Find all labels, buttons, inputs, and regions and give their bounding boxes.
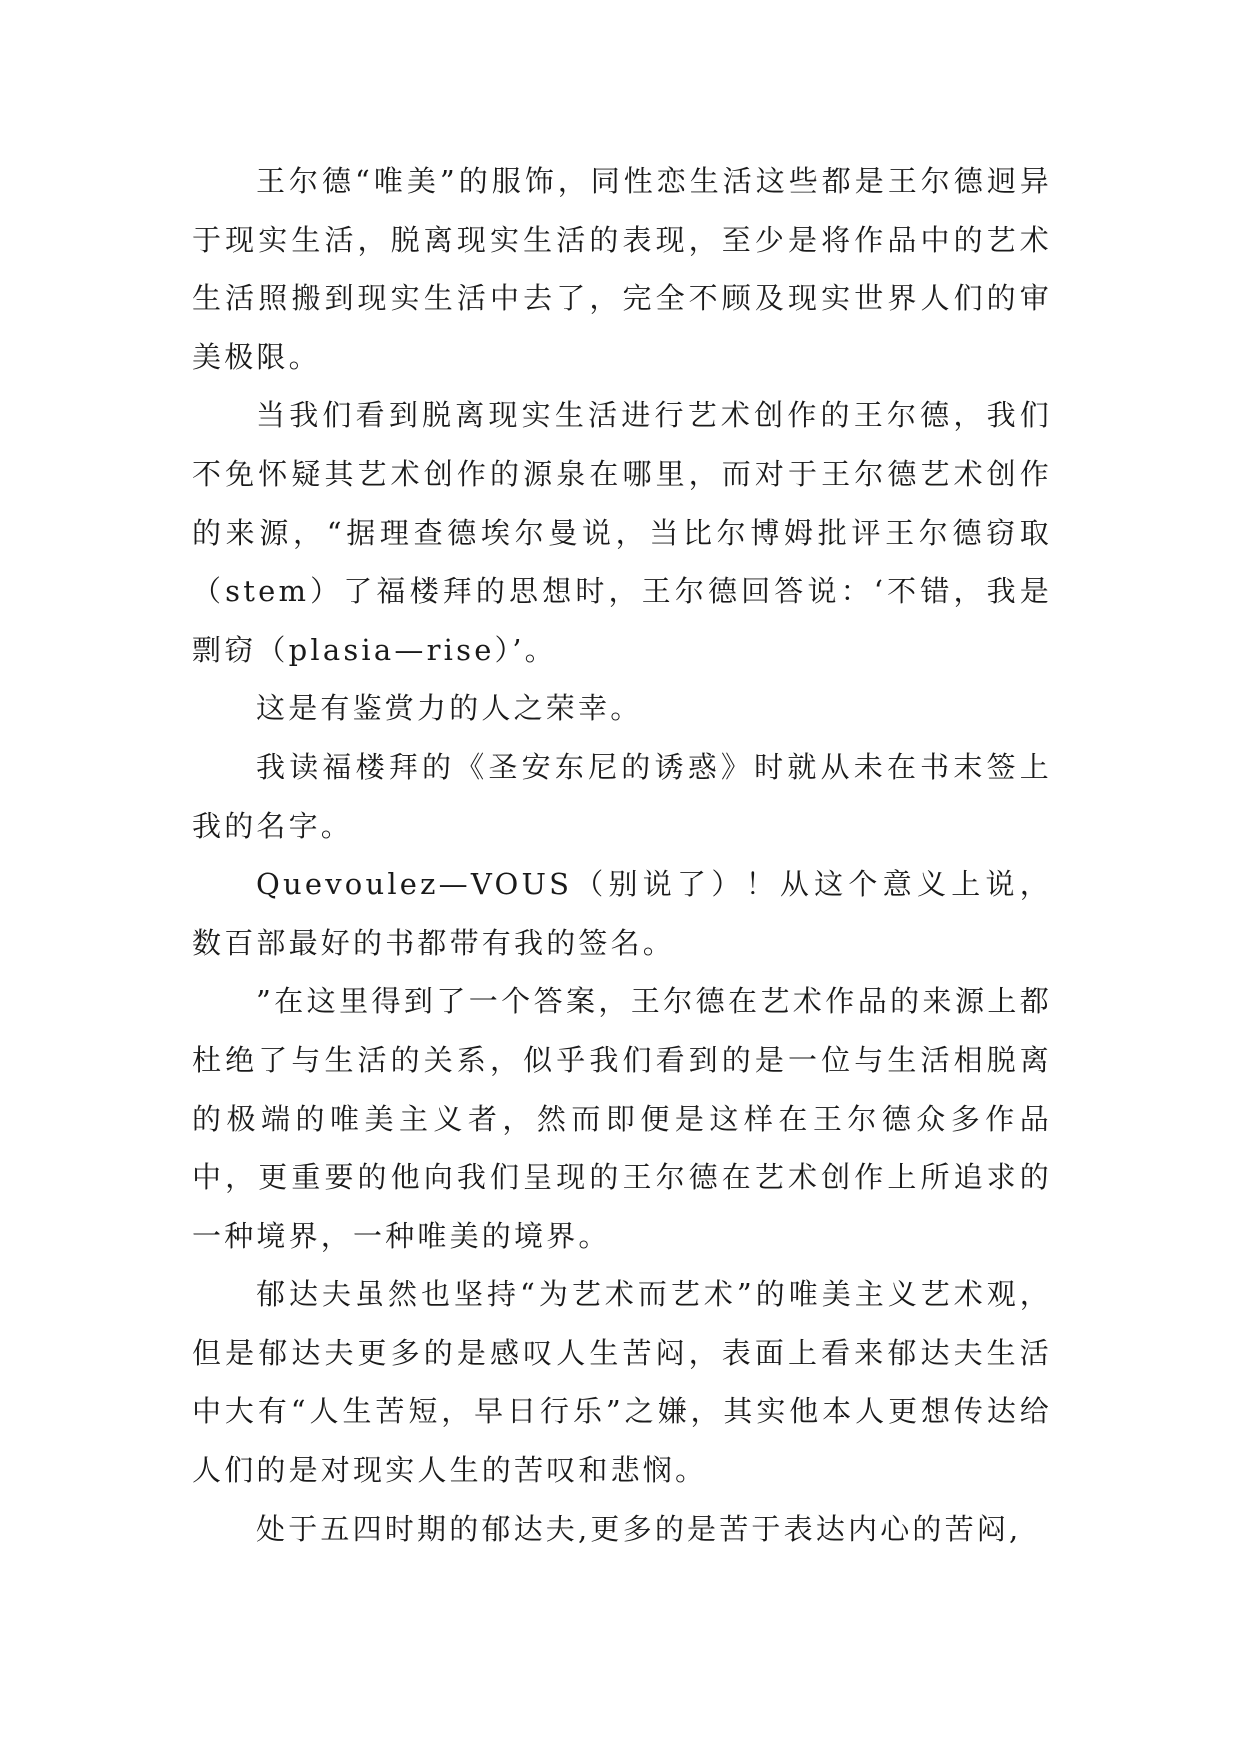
paragraph-3: 这是有鉴赏力的人之荣幸。: [256, 691, 643, 726]
paragraph-1: 王尔德“唯美”的服饰，同性恋生活这些都是王尔德迥异于现实生活，脱离现实生活的表现，至少是将作品中的艺术生活照搬到现实生活中去了，完全不顾及现实世界人们的审美极限。: [192, 164, 1052, 374]
paragraph-5: Quevoulez—VOUS（别说了）！从这个意义上说，数百部最好的书都带有我的签名。: [192, 867, 1052, 960]
paragraph-8: 处于五四时期的郁达夫,更多的是苦于表达内心的苦闷,: [256, 1511, 1022, 1546]
paragraph-7: 郁达夫虽然也坚持“为艺术而艺术”的唯美主义艺术观，但是郁达夫更多的是感叹人生苦闷，表面上看来郁达夫生活中大有“人生苦短，早日行乐”之嫌，其实他本人更想传达给人们的是对现实人生的苦叹和悲悯。: [192, 1277, 1052, 1488]
document-body: [192, 152, 1052, 1558]
paragraph-2: 当我们看到脱离现实生活进行艺术创作的王尔德，我们不免怀疑其艺术创作的源泉在哪里，而对于王尔德艺术创作的来源，“据理查德埃尔曼说，当比尔博姆批评王尔德窃取（stem）了福楼拜的思想时，王尔德回答说：‘不错，我是剽窃（plasia—rise）’。: [192, 398, 1052, 667]
paragraph-4: 我读福楼拜的《圣安东尼的诱惑》时就从未在书末签上我的名字。: [192, 749, 1052, 843]
paragraph-6: ”在这里得到了一个答案，王尔德在艺术作品的来源上都杜绝了与生活的关系，似乎我们看到的是一位与生活相脱离的极端的唯美主义者，然而即便是这样在王尔德众多作品中，更重要的他向我们呈现的王尔德在艺术创作上所追求的一种境界，一种唯美的境界。: [192, 984, 1052, 1253]
